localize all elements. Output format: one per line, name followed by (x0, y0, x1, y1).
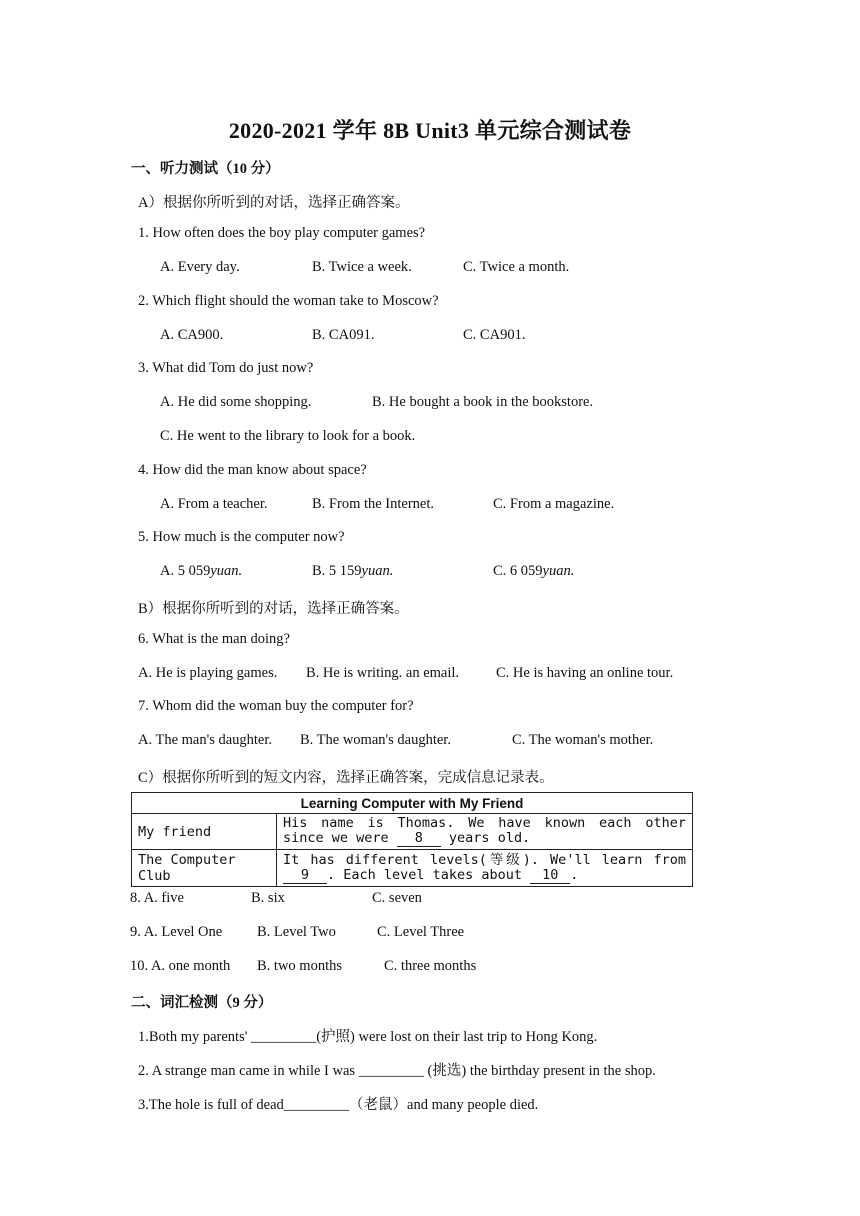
q3-option-a: A. He did some shopping. (160, 394, 312, 410)
q5-option-b-unit: yuan. (361, 563, 394, 579)
question-6: 6. What is the man doing? (138, 631, 290, 647)
q3-option-b: B. He bought a book in the bookstore. (372, 394, 594, 410)
row-text-computer-club (277, 850, 693, 887)
table-row (132, 814, 693, 850)
q7-option-a: A. The man's daughter. (138, 732, 273, 748)
q2-option-c: C. CA901. (463, 327, 526, 343)
q5-option-c-unit: yuan. (542, 563, 575, 579)
q5-option-a (160, 563, 242, 580)
page-title: 2020-2021 学年 8B Unit3 单元综合测试卷 (228, 118, 632, 143)
question-3: 3. What did Tom do just now? (138, 360, 314, 376)
q5-option-b-amount: B. 5 159 (312, 563, 362, 579)
q5-option-a-unit: yuan. (210, 563, 243, 579)
q1-option-b: B. Twice a week. (312, 259, 412, 275)
q8-option-c: C. seven (372, 890, 422, 906)
q10-option-b: B. two months (257, 958, 342, 974)
q10-option-a: 10. A. one month (130, 958, 231, 974)
row2-text-part-c: . (570, 866, 579, 883)
row-label-computer-club: The Computer Club (132, 850, 277, 887)
q5-option-c-amount: C. 6 059 (493, 563, 543, 579)
q6-option-c: C. He is having an online tour. (496, 665, 674, 681)
q8-option-b: B. six (251, 890, 285, 906)
q2-option-a: A. CA900. (160, 327, 224, 343)
table-title: Learning Computer with My Friend (132, 793, 693, 814)
q10-option-c: C. three months (384, 958, 477, 974)
answer-blank-10[interactable]: 10 (530, 868, 570, 884)
q7-option-c: C. The woman's mother. (512, 732, 654, 748)
q7-option-b: B. The woman's daughter. (300, 732, 451, 748)
info-record-table (131, 792, 693, 887)
row-text-my-friend (277, 814, 693, 850)
q8-option-a: 8. A. five (130, 890, 184, 906)
row1-text-part-b: years old. (440, 830, 531, 846)
q3-option-c: C. He went to the library to look for a book. (160, 428, 416, 444)
section-vocabulary-heading: 二、词汇检测（9 分） (131, 995, 273, 1011)
row1-text-part-a: His name is Thomas. We have known each other since we were (283, 815, 686, 846)
q9-option-b: B. Level Two (257, 924, 336, 940)
row2-text-part-b: . Each level takes about (327, 866, 531, 883)
answer-blank-8[interactable]: 8 (397, 831, 441, 847)
part-c-instruction: C）根据你所听到的短文内容，选择正确答案，完成信息记录表。 (138, 770, 554, 786)
q5-option-b (312, 563, 393, 580)
question-1: 1. How often does the boy play computer games? (138, 225, 426, 241)
part-b-instruction: B）根据你所听到的对话，选择正确答案。 (138, 601, 409, 617)
q4-option-a: A. From a teacher. (160, 496, 268, 512)
question-5: 5. How much is the computer now? (138, 529, 345, 545)
q5-option-a-amount: A. 5 059 (160, 563, 211, 579)
q6-option-b: B. He is writing. an email. (306, 665, 460, 681)
q9-option-c: C. Level Three (377, 924, 465, 940)
vocab-sentence-2: 2. A strange man came in while I was _________ (挑选) the birthday present in the shop. (138, 1063, 656, 1079)
table-header-row (132, 793, 693, 814)
section-listening-heading: 一、听力测试（10 分） (131, 161, 280, 177)
question-4: 4. How did the man know about space? (138, 462, 367, 478)
table-row (132, 850, 693, 887)
vocab-sentence-3: 3.The hole is full of dead_________（老鼠）and many people died. (138, 1097, 539, 1113)
q6-option-a: A. He is playing games. (138, 665, 278, 681)
question-7: 7. Whom did the woman buy the computer for? (138, 698, 414, 714)
vocab-sentence-1: 1.Both my parents' _________(护照) were lost on their last trip to Hong Kong. (138, 1029, 598, 1045)
q4-option-c: C. From a magazine. (493, 496, 615, 512)
q1-option-a: A. Every day. (160, 259, 240, 275)
answer-blank-9[interactable]: 9 (283, 868, 327, 884)
question-2: 2. Which flight should the woman take to Moscow? (138, 293, 439, 309)
q4-option-b: B. From the Internet. (312, 496, 435, 512)
part-a-instruction: A）根据你所听到的对话，选择正确答案。 (138, 195, 410, 211)
q9-option-a: 9. A. Level One (130, 924, 223, 940)
q2-option-b: B. CA091. (312, 327, 375, 343)
row-label-my-friend: My friend (132, 814, 277, 850)
q5-option-c (493, 563, 574, 580)
q1-option-c: C. Twice a month. (463, 259, 570, 275)
row2-text-part-a: It has different levels(等级). We'll learn from (283, 851, 686, 868)
